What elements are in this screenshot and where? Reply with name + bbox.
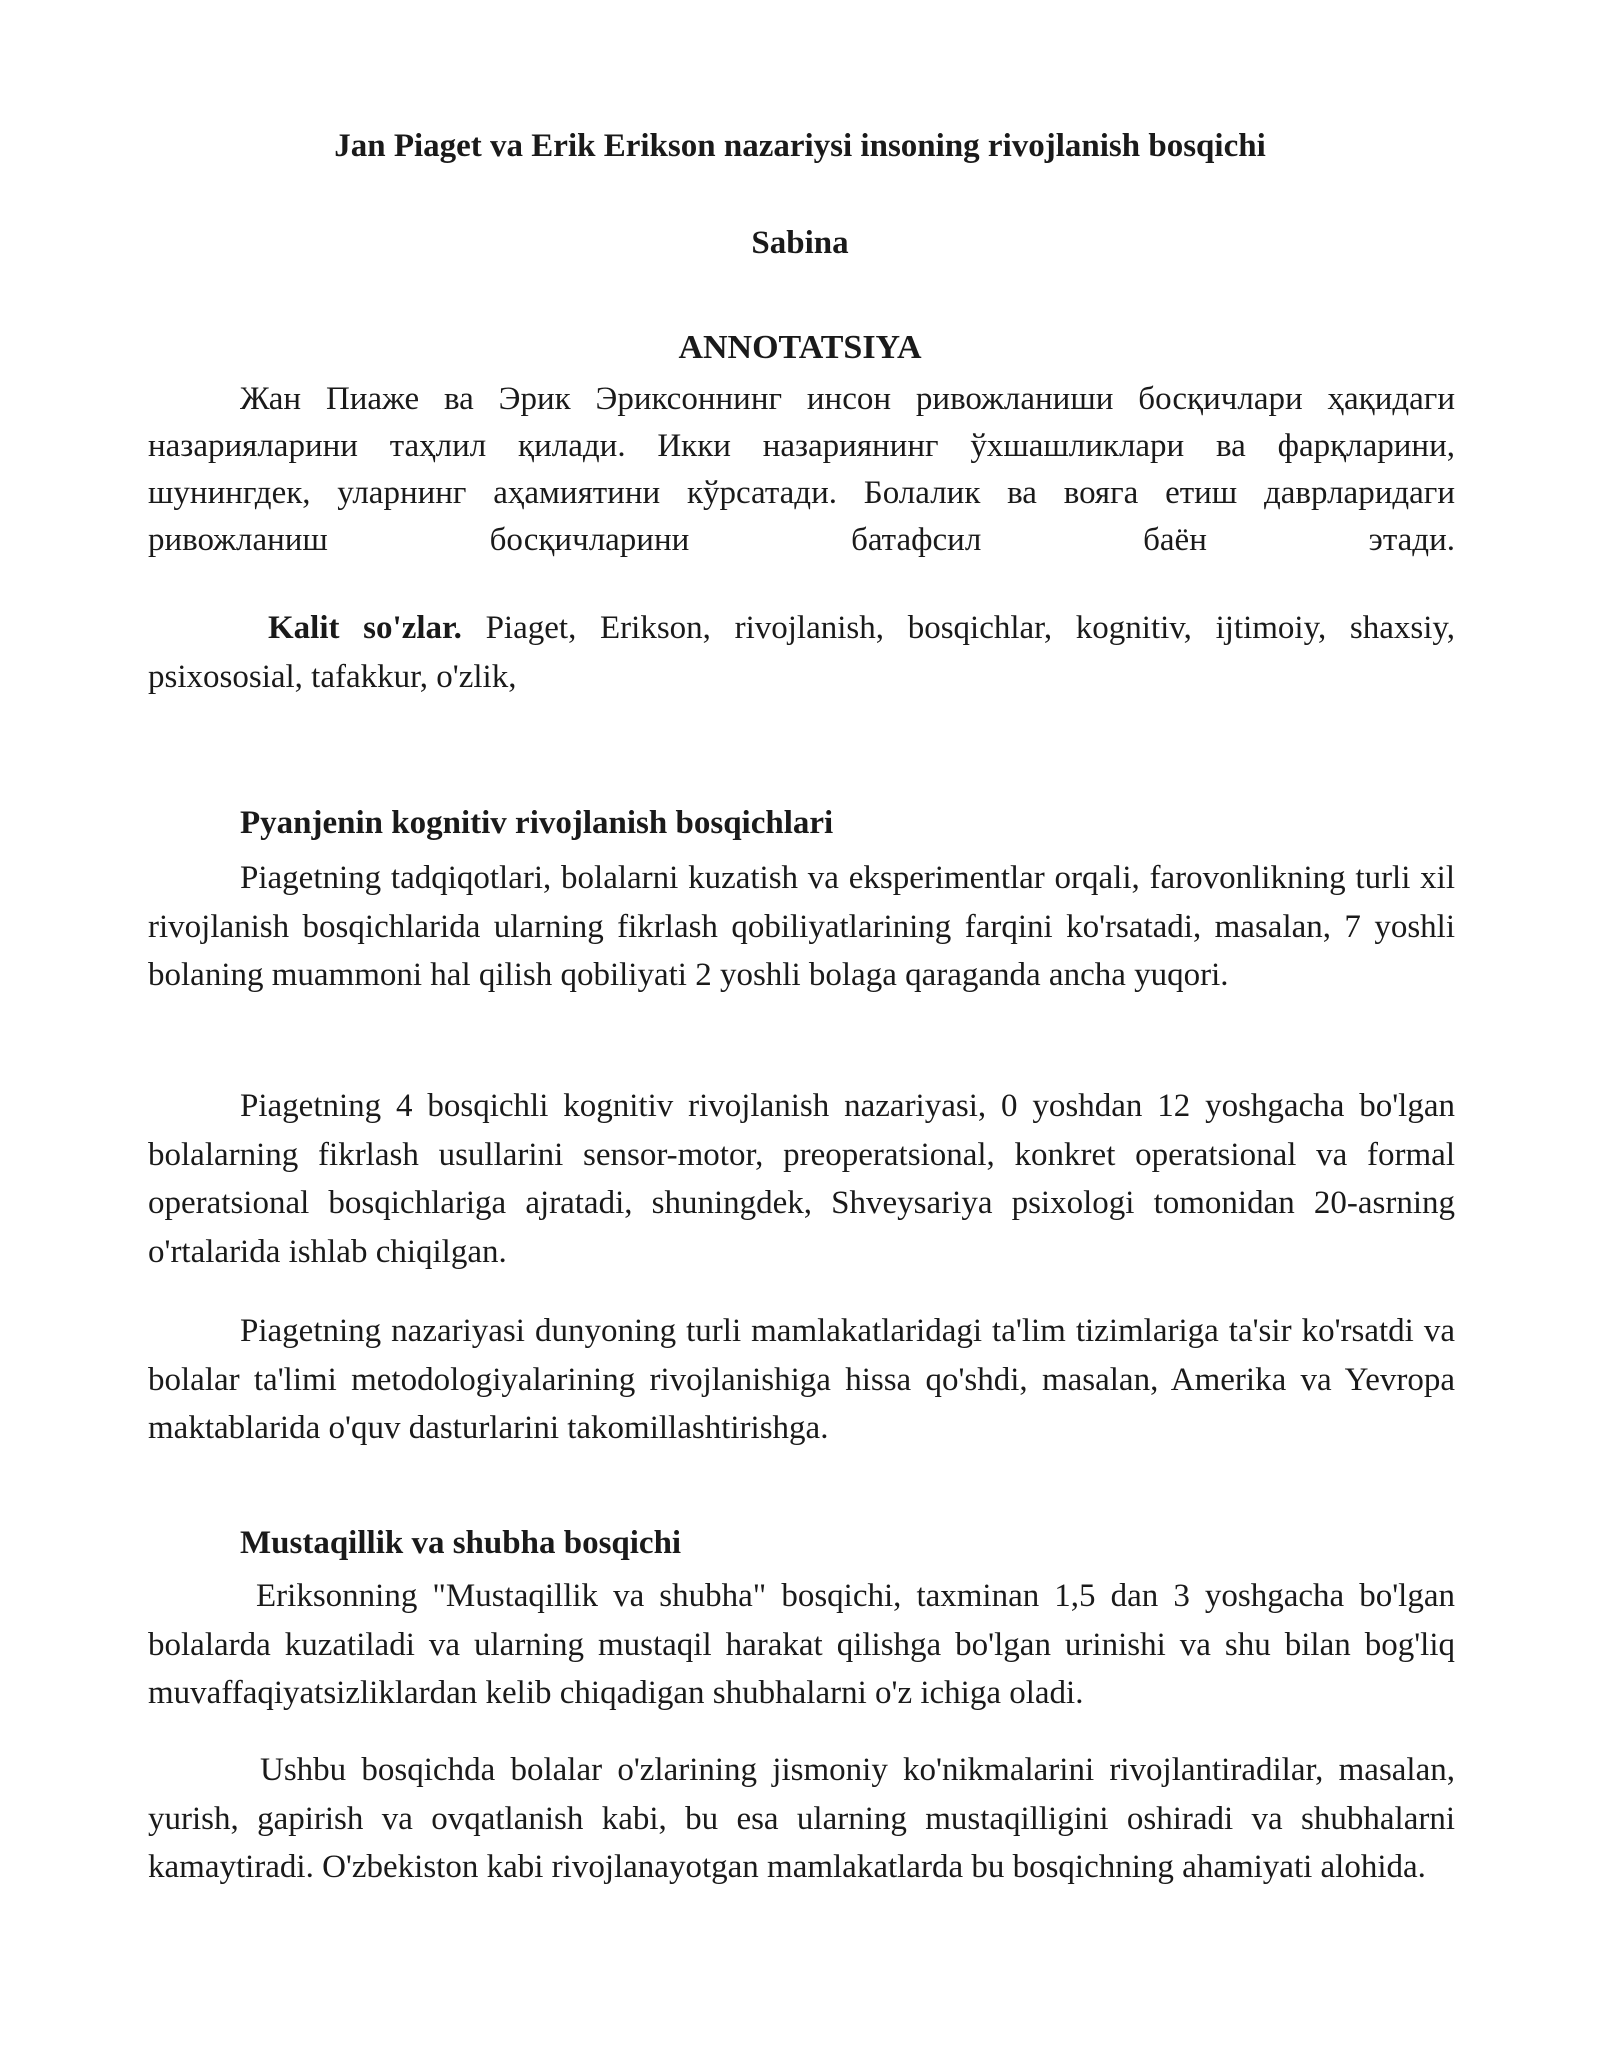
keywords-paragraph <box>148 604 1455 701</box>
abstract-paragraph: Жан Пиаже ва Эрик Эриксоннинг инсон ривожланиши босқичлари ҳақидаги назарияларини таҳлил қилади. Икки назариянинг ўхшашликлари ва фарқларини, шунингдек, уларнинг аҳамиятини кўрсатади. Болалик ва вояга етиш даврларидаги ривожланиш босқичларини батафсил баён этади. <box>148 381 1455 558</box>
keywords-label: Kalit so'zlar. <box>268 610 462 646</box>
annotation-heading: ANNOTATSIYA <box>678 329 922 366</box>
section-paragraph: Piagetning nazariyasi dunyoning turli mamlakatlaridagi ta'lim tizimlariga ta'sir ko'rsatdi va bolalar ta'limi metodologiyalarining rivojlanishiga hissa qo'shdi, masalan, Amerika va Yevropa maktablarida o'quv dasturlarini takomillashtirishga. <box>148 1313 1455 1446</box>
author-name: Sabina <box>751 225 849 261</box>
section-heading: Mustaqillik va shubha bosqichi <box>240 1525 682 1561</box>
section-paragraph: Eriksonning "Mustaqillik va shubha" bosqichi, taxminan 1,5 dan 3 yoshgacha bo'lgan bolalarda kuzatiladi va ularning mustaqil harakat qilishga bo'lgan urinishi va shu bilan bog'liq muvaffaqiyatsizliklardan kelib chiqadigan shubhalarni o'z ichiga oladi. <box>148 1578 1455 1711</box>
section-paragraph: Piagetning 4 bosqichli kognitiv rivojlanish nazariyasi, 0 yoshdan 12 yoshgacha bo'lgan bolalarning fikrlash usullarini sensor-motor, preoperatsional, konkret operatsional va formal operatsional bosqichlariga ajratadi, shuningdek, Shveysariya psixologi tomonidan 20-asrning o'rtalarida ishlab chiqilgan. <box>148 1088 1455 1270</box>
keywords-list: Piaget, Erikson, rivojlanish, bosqichlar, kognitiv, ijtimoiy, shaxsiy, psixososial, tafakkur, o'zlik, <box>148 610 1455 695</box>
section-paragraph: Ushbu bosqichda bolalar o'zlarining jismoniy ko'nikmalarini rivojlantiradilar, masalan, yurish, gapirish va ovqatlanish kabi, bu esa ularning mustaqilligini oshiradi va shubhalarni kamaytiradi. O'zbekiston kabi rivojlanayotgan mamlakatlarda bu bosqichning ahamiyati alohida. <box>148 1752 1455 1885</box>
document-title: Jan Piaget va Erik Erikson nazariysi insoning rivojlanish bosqichi <box>334 128 1266 164</box>
section-paragraph: Piagetning tadqiqotlari, bolalarni kuzatish va eksperimentlar orqali, farovonlikning turli xil rivojlanish bosqichlarida ularning fikrlash qobiliyatlarining farqini ko'rsatadi, masalan, 7 yoshli bolaning muammoni hal qilish qobiliyati 2 yoshli bolaga qaraganda ancha yuqori. <box>148 860 1455 993</box>
section-heading: Pyanjenin kognitiv rivojlanish bosqichlari <box>240 805 834 841</box>
